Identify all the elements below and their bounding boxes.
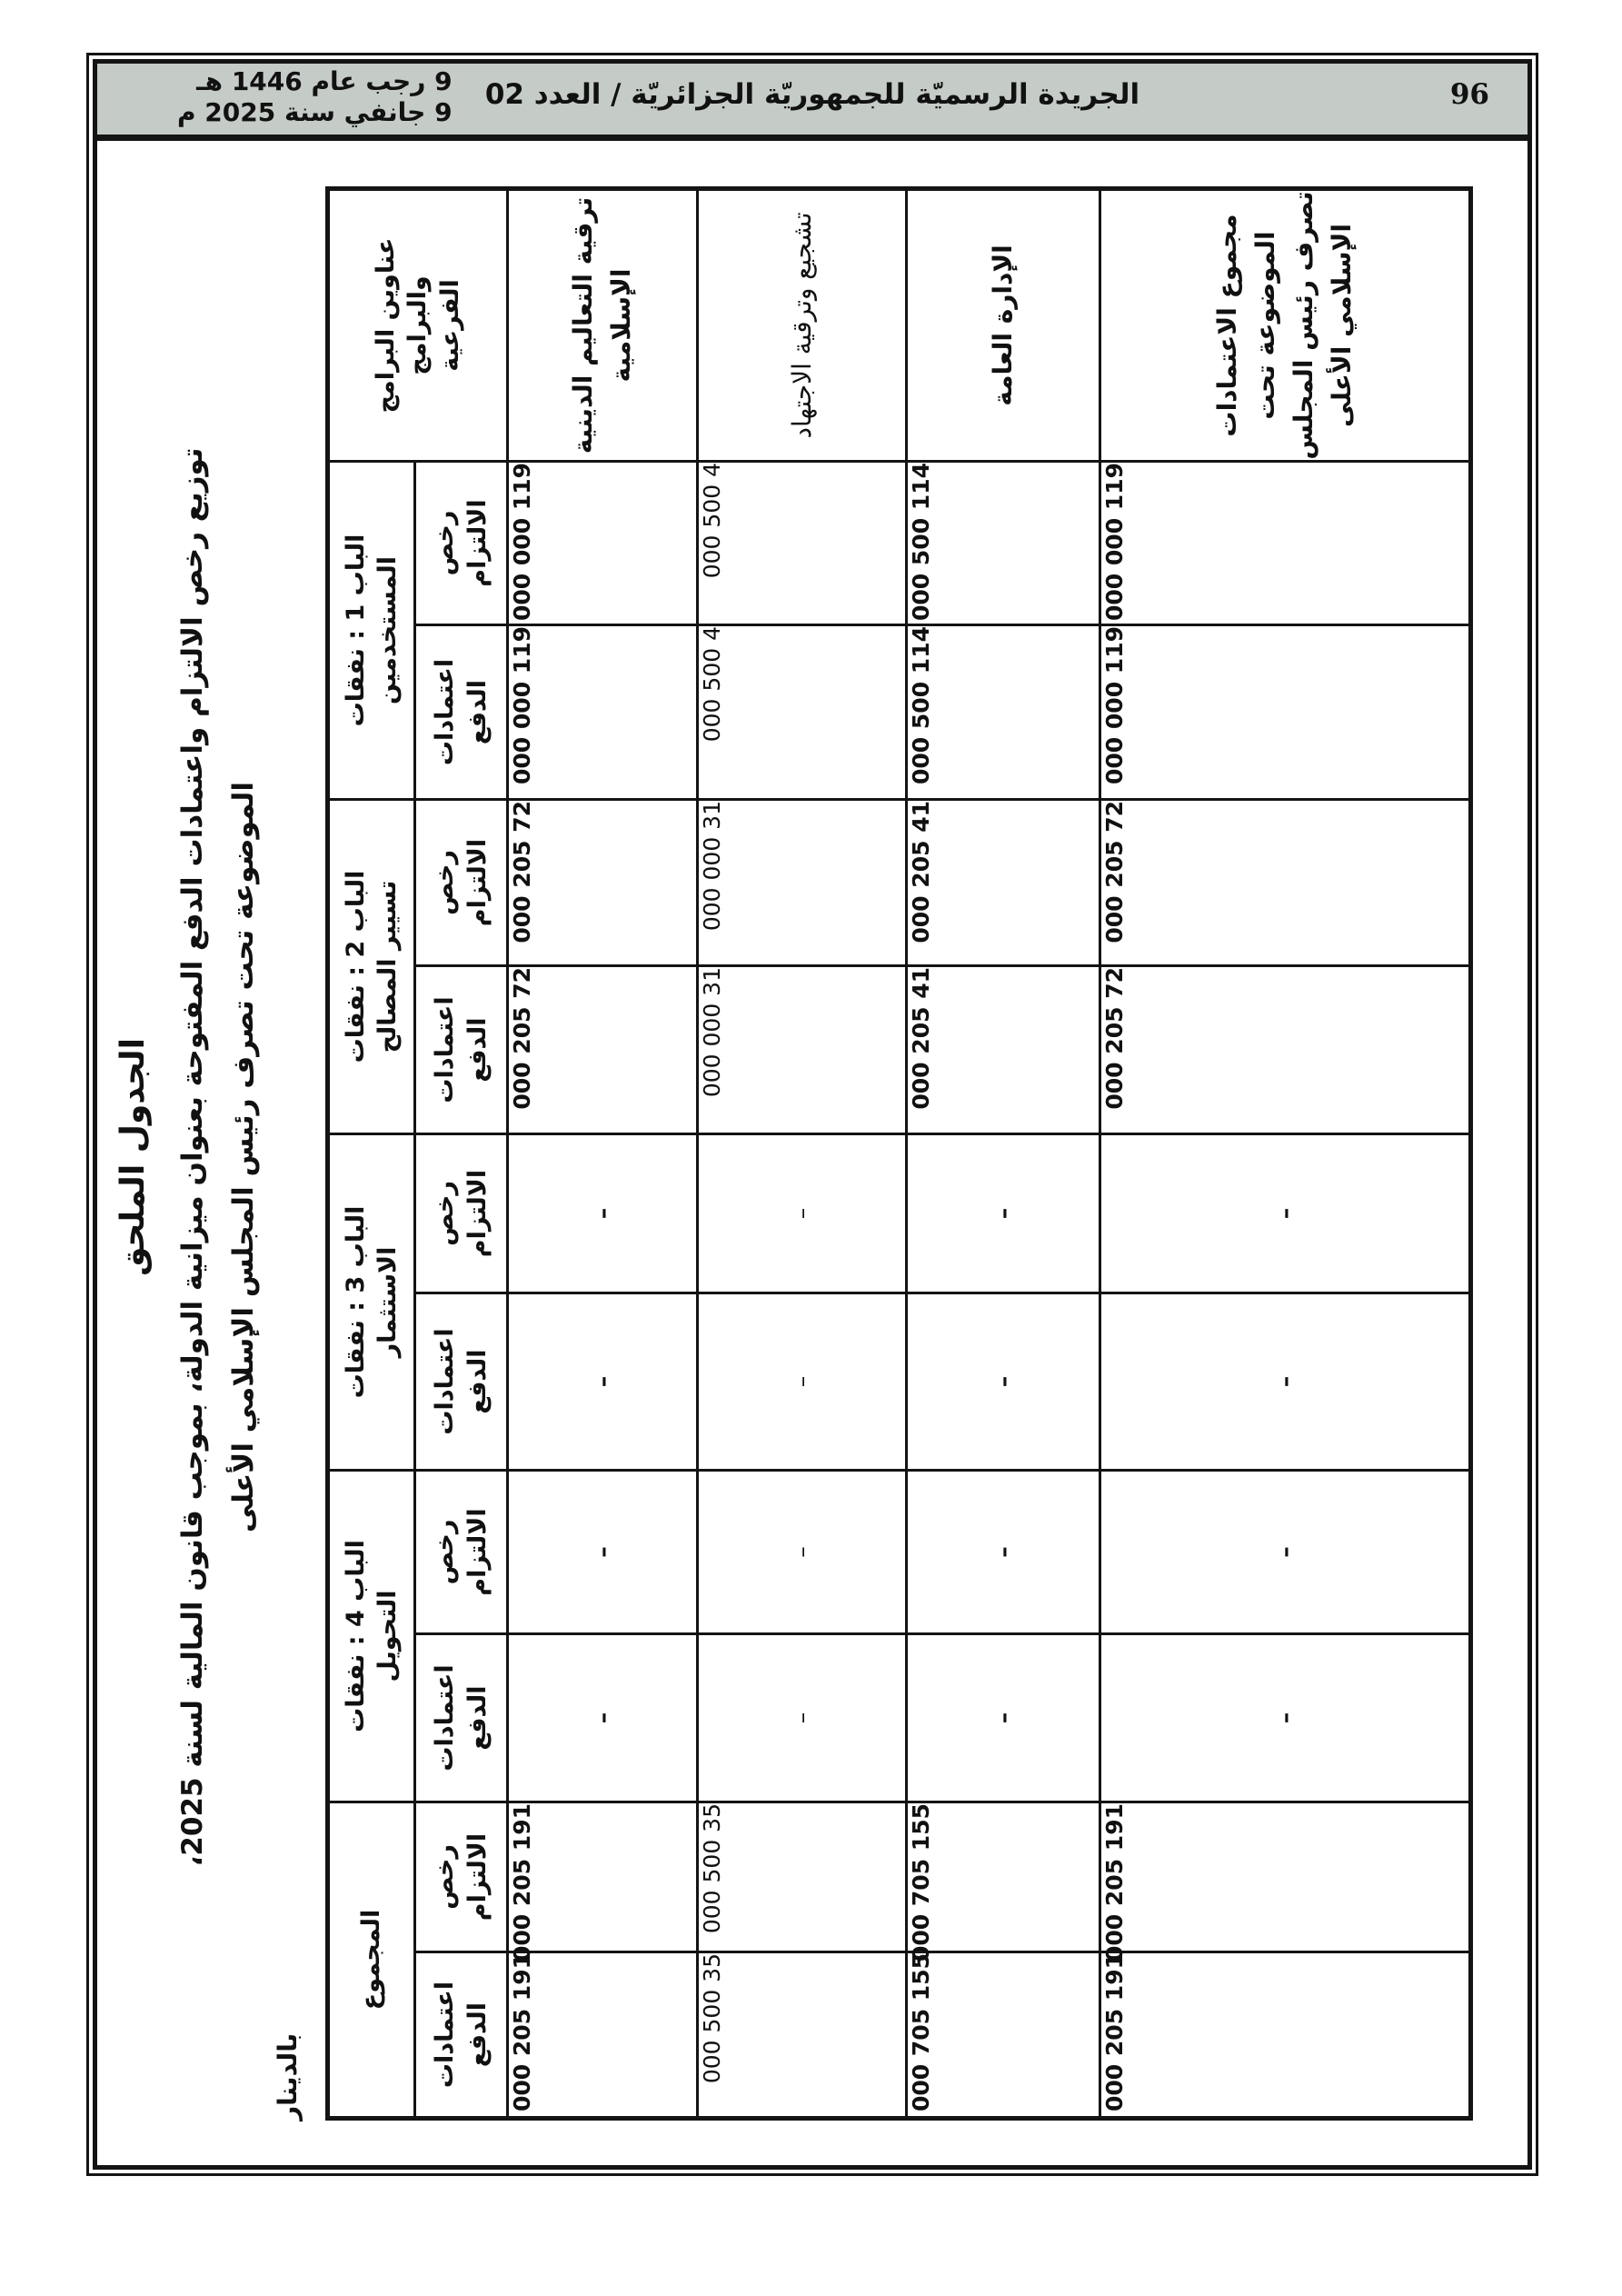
subcol-pay-ch2: اعتمادات الدفع xyxy=(415,966,508,1134)
date-gregorian: 9 جانفي سنة 2025 م xyxy=(177,97,453,128)
col-header-chapter3: الباب 3 : نفقات الاستثمار xyxy=(328,1134,415,1471)
budget-table xyxy=(325,186,1473,2121)
value-cell: – xyxy=(698,1634,907,1802)
col-header-total: المجموع xyxy=(328,1802,415,2119)
subcol-pay-ch1: اعتمادات الدفع xyxy=(415,625,508,800)
value-cell: 155 705 000 xyxy=(907,1802,1100,1952)
value-cell: 31 000 000 xyxy=(698,966,907,1134)
value-cell: – xyxy=(907,1293,1100,1471)
value-cell: 35 500 000 xyxy=(698,1802,907,1952)
value-cell: – xyxy=(698,1471,907,1634)
page-number: 96 xyxy=(1449,78,1489,111)
value-cell: 72 205 000 xyxy=(508,800,698,966)
value-cell: 191 205 000 xyxy=(508,1952,698,2119)
subcol-commit-ch1: رخص الالتزام xyxy=(415,462,508,625)
value-cell: – xyxy=(1100,1634,1471,1802)
subcol-commit-ch3: رخص الالتزام xyxy=(415,1134,508,1293)
value-cell: – xyxy=(1100,1471,1471,1634)
subcol-pay-ch3: اعتمادات الدفع xyxy=(415,1293,508,1471)
col-header-chapter1: الباب 1 : نفقات المستخدمين xyxy=(328,462,415,800)
value-cell: 191 205 000 xyxy=(1100,1802,1471,1952)
value-cell: 114 500 000 xyxy=(907,462,1100,625)
subcol-commit-ch2: رخص الالتزام xyxy=(415,800,508,966)
value-cell: 119 000 000 xyxy=(508,625,698,800)
value-cell: 72 205 000 xyxy=(1100,800,1471,966)
value-cell: – xyxy=(508,1471,698,1634)
value-cell: 31 000 000 xyxy=(698,800,907,966)
table-row-subprogram-1 xyxy=(698,189,907,2119)
annex-subtitle-line2: الموضوعة تحت تصرف رئيس المجلس الإسلامي الأعلى xyxy=(227,782,260,1532)
row-label-subprogram-1: تشجيع وترقية الاجتهاد xyxy=(698,189,907,462)
value-cell: 119 000 000 xyxy=(508,462,698,625)
value-cell: 119 000 000 xyxy=(1100,625,1471,800)
value-cell: 191 205 000 xyxy=(508,1802,698,1952)
value-cell: 41 205 000 xyxy=(907,800,1100,966)
value-cell: – xyxy=(907,1471,1100,1634)
annex-subtitle-line1: توزيع رخص الالتزام واعتمادات الدفع المفتوحة بعنوان ميزانية الدولة، بموجب قانون المالية لسنة 2025، xyxy=(176,447,209,1867)
value-cell: 119 000 000 xyxy=(1100,462,1471,625)
value-cell: 191 205 000 xyxy=(1100,1952,1471,2119)
row-label-program: ترقية التعاليم الدينية الإسلامية xyxy=(508,189,698,462)
subcol-pay-total: اعتمادات الدفع xyxy=(415,1952,508,2119)
rotated-landscape-content xyxy=(2,80,1483,2234)
col-header-chapter4: الباب 4 : نفقات التحويل xyxy=(328,1471,415,1802)
value-cell: 4 500 000 xyxy=(698,625,907,800)
date-hijri: 9 رجب عام 1446 هـ xyxy=(196,66,453,96)
value-cell: – xyxy=(698,1134,907,1293)
value-cell: – xyxy=(508,1134,698,1293)
value-cell: – xyxy=(907,1134,1100,1293)
value-cell: 72 205 000 xyxy=(508,966,698,1134)
value-cell: – xyxy=(1100,1293,1471,1471)
journal-title: الجريدة الرسميّة للجمهوريّة الجزائريّة / العدد 02 xyxy=(484,78,1140,111)
subcol-commit-ch4: رخص الالتزام xyxy=(415,1471,508,1634)
header-row-chapters xyxy=(328,189,415,2119)
subcol-pay-ch4: اعتمادات الدفع xyxy=(415,1634,508,1802)
value-cell: 35 500 000 xyxy=(698,1952,907,2119)
table-row-subprogram-2 xyxy=(907,189,1100,2119)
value-cell: – xyxy=(508,1293,698,1471)
value-cell: – xyxy=(907,1634,1100,1802)
value-cell: 41 205 000 xyxy=(907,966,1100,1134)
col-header-programs: عناوين البرامج والبرامج الفرعية xyxy=(328,189,508,462)
table-row-program xyxy=(508,189,698,2119)
subcol-commit-total: رخص الالتزام xyxy=(415,1802,508,1952)
value-cell: 4 500 000 xyxy=(698,462,907,625)
row-label-subprogram-2: الإدارة العامة xyxy=(907,189,1100,462)
row-label-grand-total: مجموع الاعتمادات الموضوعة تحت تصرف رئيس المجلس الإسلامي الأعلى xyxy=(1100,189,1471,462)
value-cell: 114 500 000 xyxy=(907,625,1100,800)
value-cell: 72 205 000 xyxy=(1100,966,1471,1134)
value-cell: – xyxy=(1100,1134,1471,1293)
currency-note: بالدينار xyxy=(273,2032,303,2121)
col-header-chapter2: الباب 2 : نفقات تسيير المصالح xyxy=(328,800,415,1134)
table-row-grand-total xyxy=(1100,189,1471,2119)
value-cell: – xyxy=(698,1293,907,1471)
annex-title: الجدول الملحق xyxy=(114,1038,152,1276)
value-cell: – xyxy=(508,1634,698,1802)
value-cell: 155 705 000 xyxy=(907,1952,1100,2119)
header-row-subcolumns xyxy=(415,189,508,2119)
